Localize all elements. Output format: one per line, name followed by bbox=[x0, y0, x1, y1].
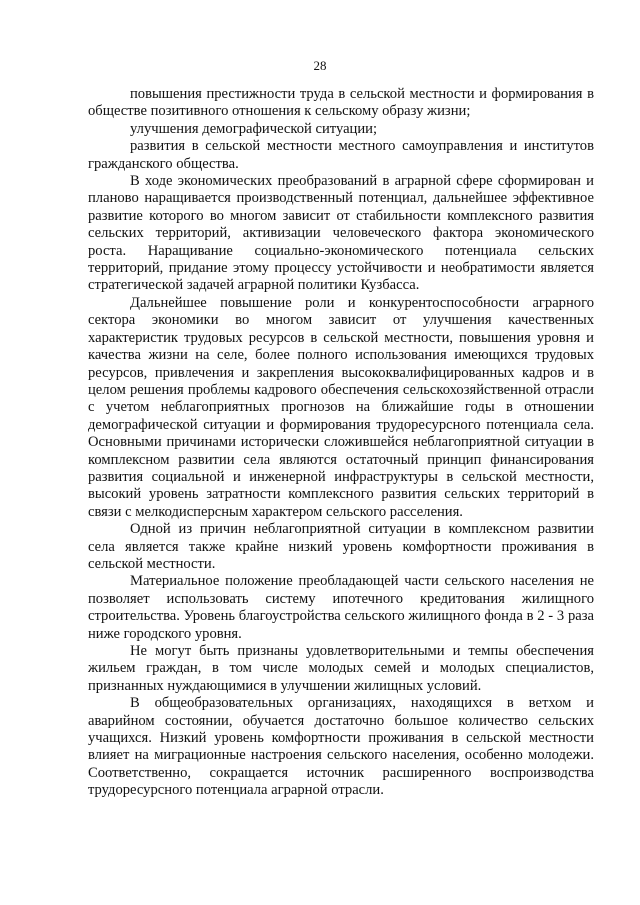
paragraph: Не могут быть признаны удовлетворительными и темпы обеспечения жильем граждан, в том числе молодых семей и молодых специалистов, признанных нуждающимися в улучшении жилищных условий. bbox=[88, 643, 594, 694]
paragraph: В ходе экономических преобразований в аграрной сфере сформирован и планово наращивается производственный потенциал, дальнейшее эффективное развитие которого во многом зависит от стабильности комплексного развития сельских территорий, активизации человеческого фактора экономического роста. Наращивание социально-экономического потенциала сельских территорий, придание этому процессу устойчивости и необратимости является стратегической задачей аграрной политики Кузбасса. bbox=[88, 173, 594, 294]
page-number: 28 bbox=[313, 58, 327, 73]
document-body bbox=[88, 86, 594, 800]
paragraph: В общеобразовательных организациях, находящихся в ветхом и аварийном состоянии, обучается достаточно большое количество сельских учащихся. Низкий уровень комфортности проживания в сельской местности влияет на миграционные настроения сельского населения, особенно молодежи. Соответственно, сокращается источник расширенного воспроизводства трудоресурсного потенциала аграрной отрасли. bbox=[88, 695, 594, 799]
paragraph: Материальное положение преобладающей части сельского населения не позволяет использовать систему ипотечного кредитования жилищного строительства. Уровень благоустройства сельского жилищного фонда в 2 - 3 раза ниже городского уровня. bbox=[88, 573, 594, 642]
paragraph: повышения престижности труда в сельской местности и формирования в обществе позитивного отношения к сельскому образу жизни; bbox=[88, 86, 594, 120]
paragraph: развития в сельской местности местного самоуправления и институтов гражданского общества. bbox=[88, 138, 594, 172]
paragraph: Дальнейшее повышение роли и конкурентоспособности аграрного сектора экономики во многом зависит от улучшения качественных характеристик трудовых ресурсов в сельской местности, повышения уровня и качества жизни на селе, более полного использования имеющихся трудовых ресурсов, привлечения и закрепления высококвалифицированных кадров и в целом решения проблемы кадрового обеспечения сельскохозяйственной отрасли с учетом неблагоприятных прогнозов на ближайшие годы в отношении демографической ситуации и формирования трудоресурсного потенциала села. Основными причинами исторически сложившейся неблагоприятной ситуации в комплексном развитии села являются остаточный принцип финансирования развития социальной и инженерной инфраструктуры в сельской местности, высокий уровень затратности комплексного развития сельских территорий в связи с мелкодисперсным характером сельского расселения. bbox=[88, 294, 594, 520]
paragraph: улучшения демографической ситуации; bbox=[130, 120, 378, 137]
paragraph: Одной из причин неблагоприятной ситуации в комплексном развитии села является также крайне низкий уровень комфортности проживания в сельской местности. bbox=[88, 521, 594, 572]
